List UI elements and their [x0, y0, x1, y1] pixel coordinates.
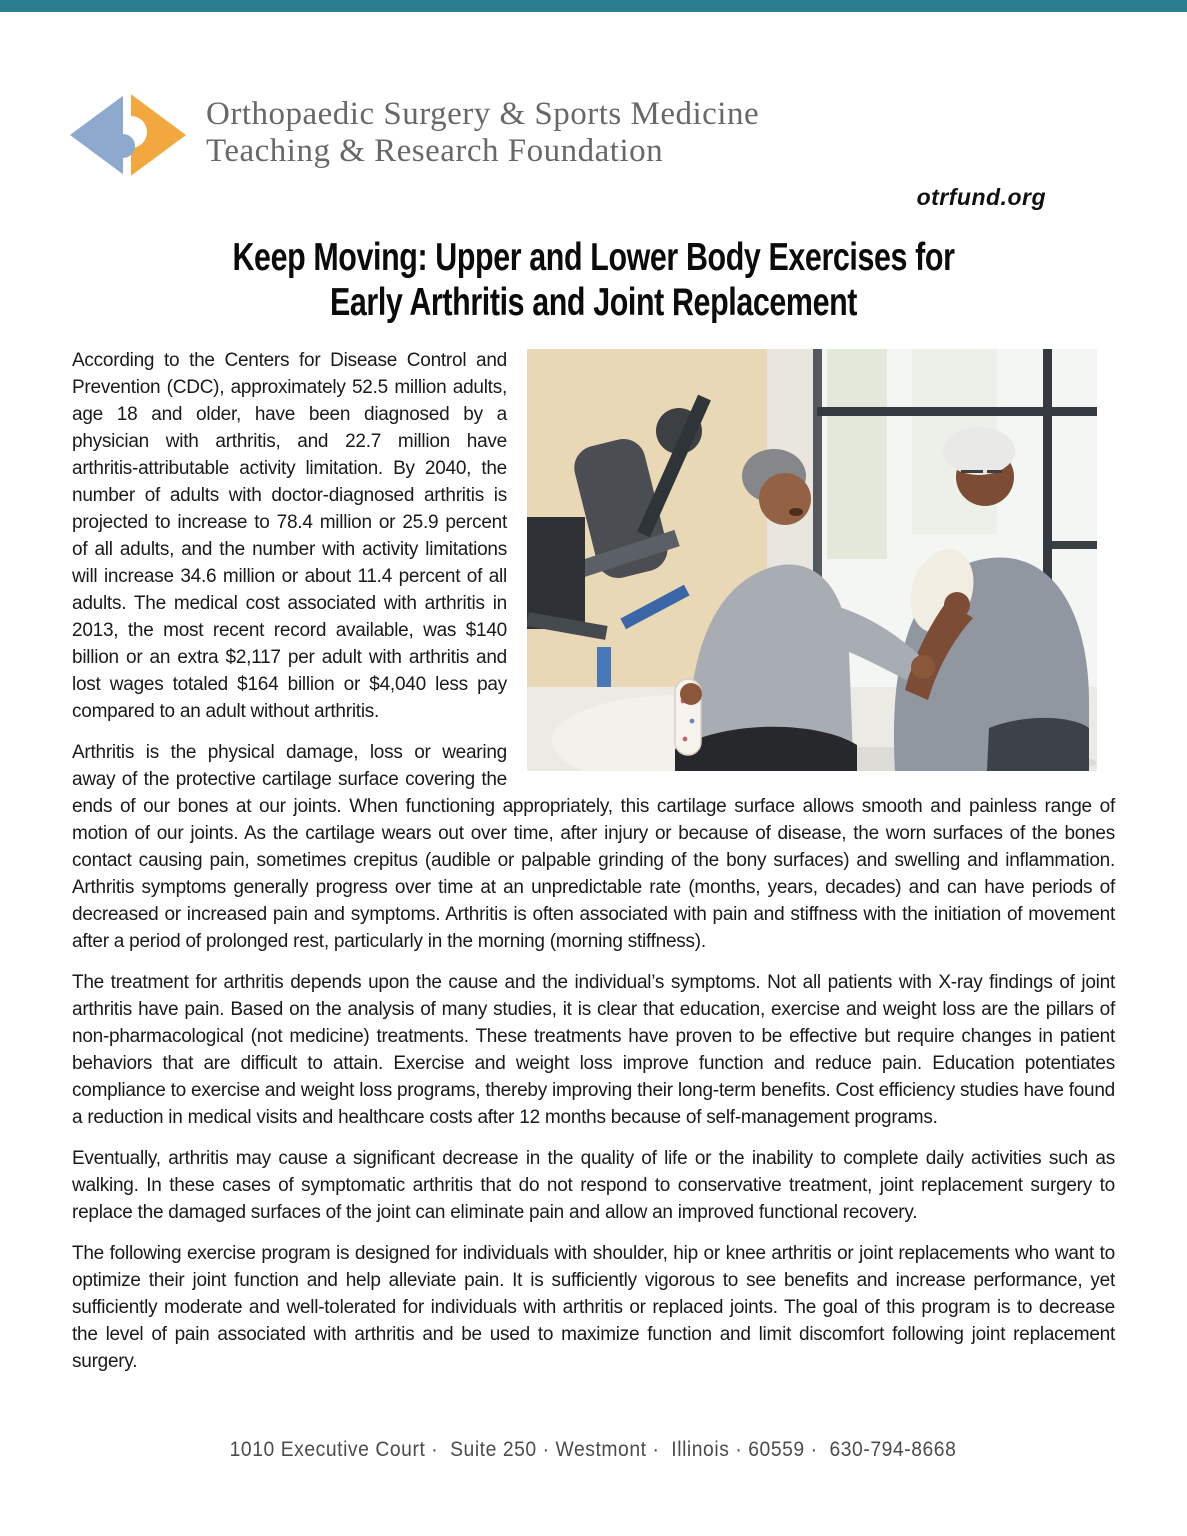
- website-row: [0, 184, 1187, 211]
- footer-address-bar: [0, 1438, 1187, 1462]
- logo-blue-half: [70, 96, 123, 175]
- top-accent-bar: [0, 0, 1187, 12]
- org-name-line1: Orthopaedic Surgery & Sports Medicine: [206, 96, 760, 132]
- page-title: [0, 235, 1187, 325]
- body-paragraph: According to the Centers for Disease Control and Prevention (CDC), approximately 52.5 million adults, age 18 and older, have been diagnosed by a physician with arthritis, and 22.7 million have arthritis-attributable activity limitation. By 2040, the number of adults with doctor-diagnosed arthritis is projected to increase to 78.4 million or 25.9 percent of all adults, and the number with activity limitations will increase 34.6 million or about 11.4 percent of all adults. The medical cost associated with arthritis in 2013, the most recent record available, was $140 billion or an extra $2,117 per adult with arthritis and lost wages totaled $164 billion or $4,040 less pay compared to an adult without arthritis.: [72, 350, 507, 722]
- page-title-line1: Keep Moving: Upper and Lower Body Exercises for: [232, 236, 955, 279]
- body-paragraph: The treatment for arthritis depends upon the cause and the individual’s symptoms. Not all patients with X-ray findings of joint arthritis have pain. Based on the analysis of many studies, it is clear that education, exercise and weight loss are the pillars of non-pharmacological (not medicine) treatments. These treatments have proven to be effective but require changes in patient behaviors that are difficult to attain. Exercise and weight loss improve function and reduce pain. Education potentiates compliance to exercise and weight loss programs, thereby improving their long-term benefits. Cost efficiency studies have found a reduction in medical visits and healthcare costs after 12 months because of self-management programs.: [72, 972, 1115, 1128]
- footer-address: 1010 Executive Court · Suite 250 · Westmont · Illinois · 60559 · 630-794-8668: [230, 1438, 957, 1461]
- header: [70, 80, 1187, 178]
- org-name-line2: Teaching & Research Foundation: [206, 133, 664, 169]
- website-link[interactable]: otrfund.org: [916, 184, 1046, 210]
- article-body: [72, 347, 1115, 1375]
- logo-ball-knob: [111, 134, 135, 158]
- page-title-line2: Early Arthritis and Joint Replacement: [329, 281, 858, 324]
- org-name: [206, 96, 759, 170]
- gym-photo-illustration: [527, 349, 1097, 771]
- body-paragraph: The following exercise program is designed for individuals with shoulder, hip or knee arthritis or joint replacements who want to optimize their joint function and help alleviate pain. It is sufficiently vigorous to see benefits and increase performance, yet sufficiently moderate and well-tolerated for individuals with arthritis or replaced joints. The goal of this program is to decrease the level of pain associated with arthritis and be used to maximize function and limit discomfort following joint replacement surgery.: [72, 1243, 1115, 1372]
- otrf-logo-icon: [70, 92, 186, 178]
- gym-couple-photo: [527, 349, 1097, 771]
- body-paragraph: Arthritis is the physical damage, loss or wearing away of the protective cartilage surface covering the ends of our bones at our joints. When functioning appropriately, this cartilage surface allows smooth and painless range of motion of our joints. As the cartilage wears out over time, after injury or because of disease, the worn surfaces of the bones contact causing pain, sometimes crepitus (audible or palpable grinding of the bony surfaces) and swelling and inflammation. Arthritis symptoms generally progress over time at an unpredictable rate (months, years, decades) and can have periods of decreased or increased pain and symptoms. Arthritis is often associated with pain and stiffness with the initiation of movement after a period of prolonged rest, particularly in the morning (morning stiffness).: [72, 742, 1115, 952]
- body-paragraph: Eventually, arthritis may cause a significant decrease in the quality of life or the inability to complete daily activities such as walking. In these cases of symptomatic arthritis that do not respond to conservative treatment, joint replacement surgery to replace the damaged surfaces of the joint can eliminate pain and allow an improved functional recovery.: [72, 1148, 1115, 1223]
